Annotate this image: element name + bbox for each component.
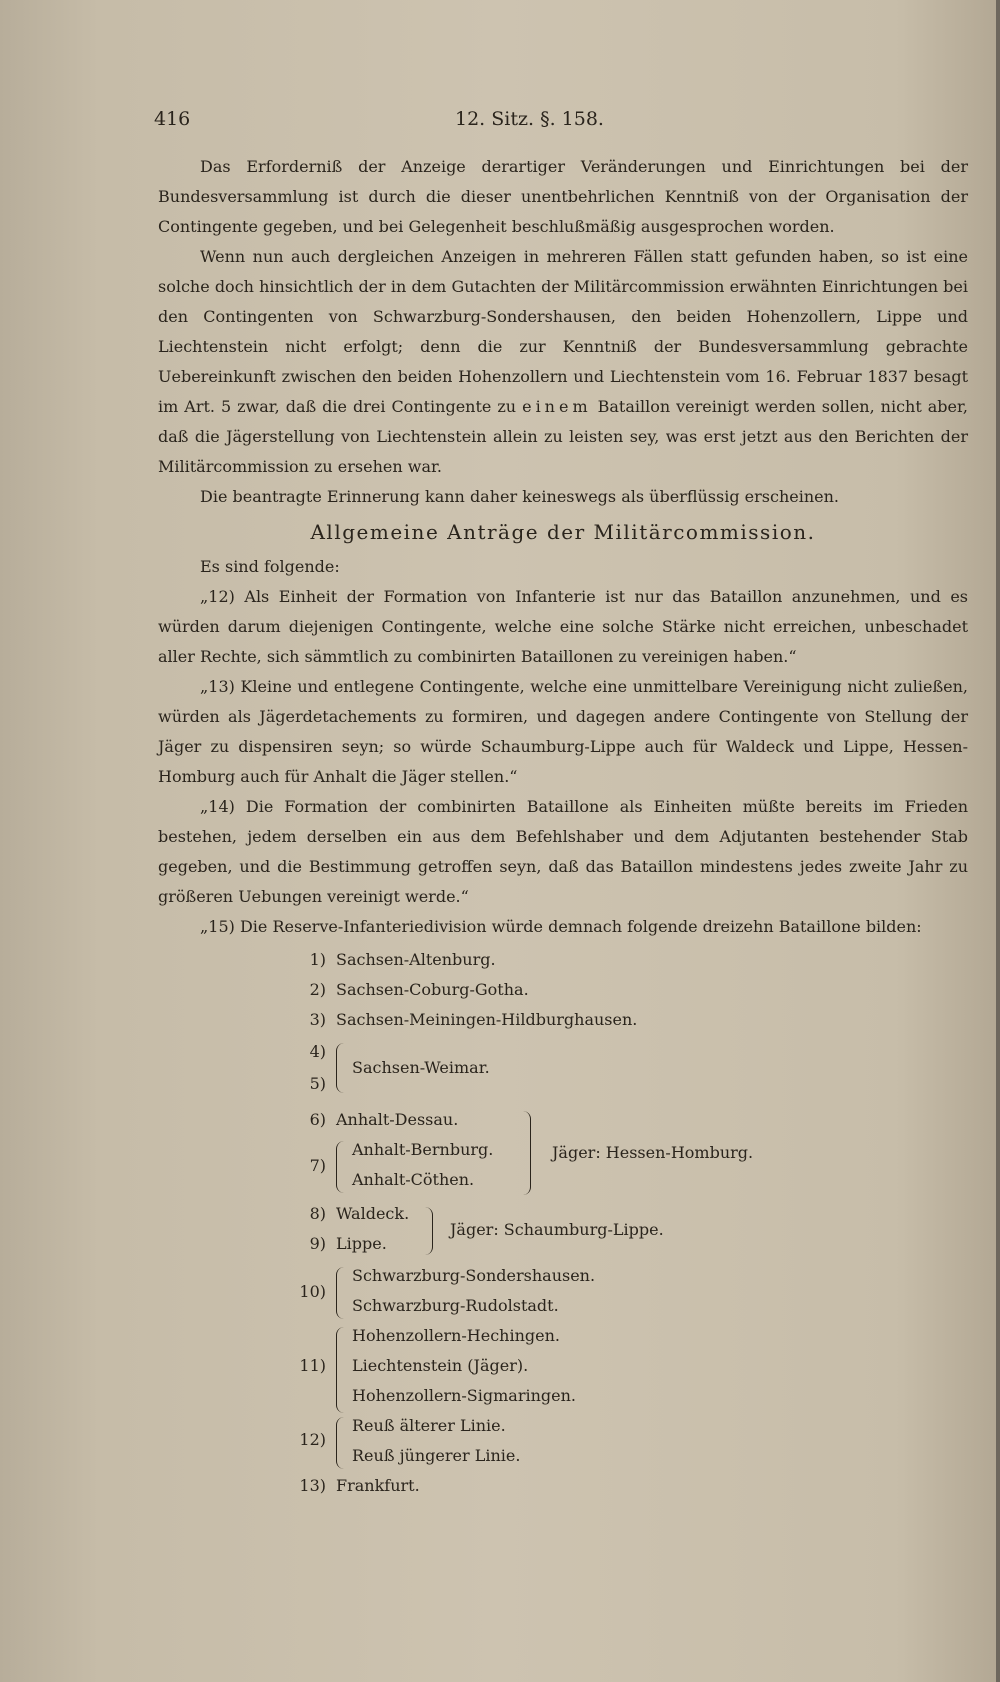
brace: [520, 1111, 531, 1195]
group-note: Jäger: Hessen-Homburg.: [552, 1143, 754, 1162]
item-number: 9): [309, 1234, 326, 1253]
item-label: Schwarzburg-Sondershausen.: [352, 1266, 596, 1285]
paragraph: Das Erforderniß der Anzeige derartiger Veränderungen und Einrichtungen bei der Bundesversammlung ist durch die dieser unentbehrlichen Kenntniß von der Organisation der Contingente gegeben, und bei Gelegenheit beschlußmäßig ausgesprochen worden.: [158, 157, 968, 236]
item-label: Schwarzburg-Rudolstadt.: [352, 1296, 559, 1315]
motion-14: „14) Die Formation der combinirten Bataillone als Einheiten müßte bereits im Frieden bestehen, jedem derselben ein aus dem Befehlshaber und dem Adjutanten bestehender Stab gegeben, und die Bestimmung getroffen seyn, daß das Bataillon mindestens jedes zweite Jahr zu größeren Uebungen vereinigt werde.“: [158, 797, 968, 906]
item-label: Anhalt-Dessau.: [336, 1110, 459, 1129]
motion-12: „12) Als Einheit der Formation von Infanterie ist nur das Bataillon anzunehmen, und es würden darum diejenigen Contingente, welche eine solche Stärke nicht erreichen, unbeschadet aller Rechte, sich sämmtlich zu combinirten Bataillonen zu vereinigen haben.“: [158, 587, 968, 666]
item-number: 1): [309, 950, 326, 969]
brace: [336, 1141, 347, 1193]
page-edge: [996, 0, 1000, 1682]
item-number: 11): [299, 1356, 326, 1375]
section-heading: Allgemeine Anträge der Militärcommission.: [310, 520, 816, 544]
paragraph-text: Bataillon vereinigt werden sollen, nicht aber, daß die Jägerstellung von Liechtenstein allein zu leisten sey, was erst jetzt aus den Berichten der Militärcommission zu ersehen war.: [158, 397, 968, 476]
running-head: 12. Sitz. §. 158.: [455, 108, 604, 130]
motion-15: „15) Die Reserve-Infanteriedivision würde demnach folgende dreizehn Bataillone bilden:: [200, 917, 922, 936]
body-text: [158, 152, 968, 942]
item-label: Sachsen-Weimar.: [352, 1058, 490, 1077]
item-label: Hohenzollern-Hechingen.: [352, 1326, 560, 1345]
item-label: Liechtenstein (Jäger).: [352, 1356, 529, 1375]
item-label: Anhalt-Bernburg.: [352, 1140, 494, 1159]
item-number: 7): [309, 1156, 326, 1175]
page-number: 416: [154, 108, 191, 130]
paragraph: Es sind folgende:: [200, 557, 340, 576]
brace: [336, 1267, 347, 1319]
item-number: 3): [309, 1010, 326, 1029]
item-number: 6): [309, 1110, 326, 1129]
brace: [336, 1417, 347, 1469]
page-header: [0, 108, 996, 138]
paragraph-text: Wenn nun auch dergleichen Anzeigen in mehreren Fällen statt gefunden haben, so ist eine solche doch hinsichtlich der in dem Gutachten der Militärcommission erwähnten Einrichtungen bei den Contingenten von Schwarzburg-Sondershausen, den beiden Hohenzollern, Lippe und Liechtenstein nicht erfolgt; denn die zur Kenntniß der Bundesversammlung gebrachte Uebereinkunft zwischen den beiden Hohenzollern und Liechtenstein vom 16. Februar 1837 besagt im Art. 5 zwar, daß die drei Contingente zu: [158, 247, 968, 416]
item-label: Reuß älterer Linie.: [352, 1416, 506, 1435]
item-label: Hohenzollern-Sigmaringen.: [352, 1386, 576, 1405]
item-label: Sachsen-Meiningen-Hildburghausen.: [336, 1010, 638, 1029]
item-label: Anhalt-Cöthen.: [352, 1170, 475, 1189]
item-number: 10): [299, 1282, 326, 1301]
item-number: 12): [299, 1430, 326, 1449]
brace: [422, 1207, 433, 1255]
brace: [336, 1327, 347, 1413]
paragraph: [158, 242, 968, 482]
item-number: 5): [309, 1074, 326, 1093]
group-note: Jäger: Schaumburg-Lippe.: [450, 1220, 664, 1239]
item-number: 8): [309, 1204, 326, 1223]
item-label: Frankfurt.: [336, 1476, 420, 1495]
item-label: Sachsen-Coburg-Gotha.: [336, 980, 529, 999]
item-label: Lippe.: [336, 1234, 387, 1253]
motion-13: „13) Kleine und entlegene Contingente, welche eine unmittelbare Vereinigung nicht zuließen, würden als Jägerdetachements zu formiren, und dagegen andere Contingente von Stellung der Jäger zu dispensiren seyn; so würde Schaumburg-Lippe auch für Waldeck und Lippe, Hessen-Homburg auch für Anhalt die Jäger stellen.“: [158, 677, 968, 786]
item-number: 2): [309, 980, 326, 999]
emphasis-text: einem: [522, 397, 592, 416]
paragraph: Die beantragte Erinnerung kann daher keineswegs als überflüssig erscheinen.: [200, 487, 839, 506]
brace: [336, 1043, 347, 1093]
item-label: Reuß jüngerer Linie.: [352, 1446, 521, 1465]
item-label: Waldeck.: [336, 1204, 410, 1223]
item-number: 13): [299, 1476, 326, 1495]
item-label: Sachsen-Altenburg.: [336, 950, 496, 969]
item-number: 4): [309, 1042, 326, 1061]
